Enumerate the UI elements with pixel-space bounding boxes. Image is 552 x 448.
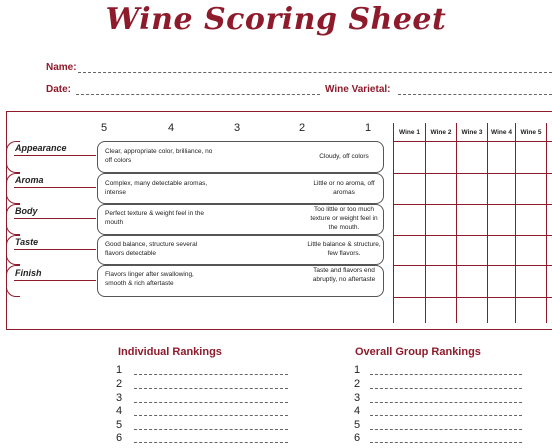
date-field[interactable] <box>76 94 320 95</box>
scale-2: 2 <box>299 122 306 134</box>
best-description: Complex, many detectable aromas, intense <box>105 180 208 196</box>
best-description: Good balance, structure several flavors detectable <box>105 241 198 257</box>
group-rank-field[interactable] <box>370 442 522 443</box>
individual-rankings-title: Individual Rankings <box>118 346 222 358</box>
score-cell[interactable] <box>488 142 515 173</box>
grid-line <box>393 173 552 174</box>
wine-column-header: Wine 3 <box>461 129 483 136</box>
score-cell[interactable] <box>516 142 546 173</box>
worst-description: Cloudy, off colors <box>319 153 369 160</box>
rank-number: 4 <box>354 405 361 417</box>
best-description: Clear, appropriate color, brilliance, no off colors <box>105 148 213 164</box>
grid-line <box>546 123 547 323</box>
rank-number: 3 <box>354 392 361 404</box>
rank-number: 2 <box>354 378 361 390</box>
score-cell[interactable] <box>394 142 425 173</box>
best-description: Perfect texture & weight feel in the mouth <box>105 210 204 226</box>
individual-rank-field[interactable] <box>134 374 288 375</box>
group-rank-field[interactable] <box>370 374 522 375</box>
date-label: Date: <box>46 84 72 95</box>
individual-rank-field[interactable] <box>134 388 288 389</box>
category-underline <box>14 187 96 188</box>
group-rank-field[interactable] <box>370 388 522 389</box>
score-cell[interactable] <box>457 142 487 173</box>
worst-description: Too little or too much texture or weight feel in the mouth. <box>310 206 378 231</box>
individual-rank-field[interactable] <box>134 429 288 430</box>
grid-line <box>393 297 552 298</box>
group-rank-field[interactable] <box>370 402 522 403</box>
rank-number: 3 <box>116 392 123 404</box>
category-underline <box>14 280 96 281</box>
scale-1: 1 <box>365 122 372 134</box>
rank-number: 6 <box>116 432 123 444</box>
category-underline <box>14 155 96 156</box>
scale-4: 4 <box>168 122 175 134</box>
category-underline <box>14 249 96 250</box>
rank-number: 6 <box>354 432 361 444</box>
score-cell[interactable] <box>426 142 456 173</box>
category-label: Taste <box>15 237 39 247</box>
group-rankings-title: Overall Group Rankings <box>355 346 481 358</box>
individual-rank-field[interactable] <box>134 415 288 416</box>
category-label: Body <box>15 206 38 216</box>
group-rank-field[interactable] <box>370 429 522 430</box>
individual-rank-field[interactable] <box>134 402 288 403</box>
individual-rank-field[interactable] <box>134 442 288 443</box>
rank-number: 5 <box>116 419 123 431</box>
best-description: Flavors linger after swallowing, smooth & rich aftertaste <box>105 271 194 287</box>
wine-column-header: Wine 5 <box>520 129 542 136</box>
category-underline <box>14 218 96 219</box>
rank-number: 4 <box>116 405 123 417</box>
category-label: Finish <box>15 268 42 278</box>
wine-column-header: Wine 1 <box>399 129 420 136</box>
worst-description: Little or no aroma, off aromas <box>313 180 375 196</box>
worst-description: Little balance & structure, few flavors. <box>307 241 381 257</box>
rank-number: 5 <box>354 419 361 431</box>
wine-column-header: Wine 4 <box>491 129 512 136</box>
rank-number: 1 <box>354 364 361 376</box>
rank-number: 1 <box>116 364 123 376</box>
rank-number: 2 <box>116 378 123 390</box>
grid-line <box>393 235 552 236</box>
worst-description: Taste and flavors end abruptly, no aftertaste <box>312 267 376 283</box>
name-label: Name: <box>46 62 77 73</box>
wine-column-header: Wine 2 <box>430 129 452 136</box>
grid-line <box>393 265 552 266</box>
page-title: Wine Scoring Sheet <box>105 2 447 37</box>
varietal-field[interactable] <box>398 94 552 95</box>
scale-3: 3 <box>234 122 241 134</box>
varietal-label: Wine Varietal: <box>325 84 391 95</box>
grid-line <box>393 204 552 205</box>
group-rank-field[interactable] <box>370 415 522 416</box>
category-label: Appearance <box>15 143 67 153</box>
name-field[interactable] <box>78 72 552 73</box>
category-label: Aroma <box>15 175 44 185</box>
scale-5: 5 <box>101 122 108 134</box>
